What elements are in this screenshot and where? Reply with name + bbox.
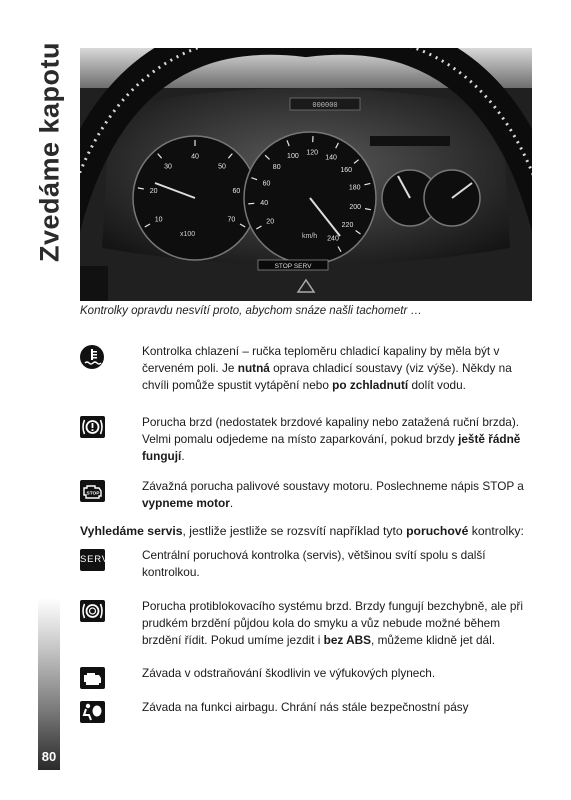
gauge-tick-label: 60 — [232, 188, 241, 196]
warning-text-emission: Závada v odstraňování škodlivin ve výfukových plynech. — [142, 666, 436, 680]
gauge-tick-label: 40 — [260, 199, 269, 207]
warning-text-brake: Porucha brzd (nedostatek brzdové kapaliny nebo zatažená ruční brzda). Velmi pomalu odjedeme na místo zaparkování, pokud brzdy ještě řádně fungují. — [142, 415, 521, 463]
dashboard-illustration — [80, 48, 532, 301]
gauge-tick-label: 40 — [191, 153, 199, 161]
gauge-tick-label: 20 — [149, 188, 158, 196]
gauge-tick-label: 20 — [266, 218, 275, 226]
emphasis-text: poruchové — [406, 524, 469, 538]
gauge-tick-label: 30 — [164, 163, 172, 171]
gauge-tick-label: 120 — [306, 149, 319, 157]
page-number: 80 — [41, 749, 57, 764]
odometer-readout: 000000 — [312, 102, 338, 110]
emphasis-text: vypneme motor — [142, 496, 230, 510]
abs-warning-icon — [80, 600, 105, 622]
warning-text-abs: Porucha protiblokovacího systému brzd. Brzdy fungují bezchybně, ale při prudkém brzdění půjdou kola do smyku a vůz nebude možné během brzdění řídit. Pokud umíme jezdit i bez ABS, můžeme klidně jet dál. — [142, 599, 523, 647]
warning-strip: STOP SERV — [274, 263, 312, 270]
emphasis-text: Vyhledáme servis — [80, 524, 183, 538]
gauge-tick-label: 100 — [287, 152, 299, 160]
section-title: Zvedáme kapotu — [34, 41, 65, 263]
emphasis-text: nutná — [237, 361, 270, 375]
gauge-tick-label: 140 — [325, 154, 337, 162]
emphasis-text: bez ABS — [323, 633, 372, 647]
airbag-warning-icon — [80, 701, 105, 723]
gauge-tick-mark — [248, 203, 254, 204]
gauge-tick-label: 200 — [349, 204, 362, 212]
servis-intro: Vyhledáme servis, jestliže jestliže se rozsvítí například tyto poruchové kontrolky: — [80, 524, 524, 538]
engine-stop-icon — [80, 480, 105, 502]
warning-text-airbag: Závada na funkci airbagu. Chrání nás stále bezpečnostní pásy — [142, 700, 469, 714]
brake-warning-icon — [80, 416, 105, 438]
engine-emission-icon — [80, 667, 105, 689]
warning-text-engine-stop: Závažná porucha palivové soustavy motoru. Poslechneme nápis STOP a vypneme motor. — [142, 479, 524, 510]
svg-text:STOP: STOP — [86, 491, 100, 497]
serv-icon: SERV — [80, 549, 105, 571]
gauge-tick-label: 80 — [272, 163, 281, 171]
gauge-tick-label: 60 — [262, 180, 271, 188]
gauge-tick-label: 160 — [340, 167, 353, 175]
warning-text-serv: Centrální poruchová kontrolka (servis), většinou svítí spolu s další kontrolkou. — [142, 548, 486, 579]
gauge-tick-label: 10 — [154, 216, 163, 224]
speed-unit: km/h — [302, 233, 318, 240]
dashboard-photo — [80, 48, 532, 301]
coolant-temperature-icon — [80, 345, 104, 369]
gauge-tick-label: 240 — [327, 235, 339, 243]
section-title-container — [30, 40, 70, 265]
emphasis-text: ještě řádně fungují — [142, 432, 521, 463]
gauge-tick-label: 180 — [348, 184, 361, 192]
warning-text-coolant: Kontrolka chlazení – ručka teploměru chladicí kapaliny by měla být v červeném poli. Je nutná oprava chladicí soustavy (viz výše). Někdy na chvíli pomůže spustit vytápění nebo po zchladnutí dolít vodu. — [142, 344, 512, 392]
gauge-tick-label: 70 — [227, 216, 236, 224]
emphasis-text: po zchladnutí — [332, 378, 409, 392]
photo-caption: Kontrolky opravdu nesvítí proto, abychom snáze našli tachometr … — [80, 305, 422, 317]
tacho-unit: x100 — [180, 231, 196, 238]
gauge-tick-label: 220 — [341, 222, 354, 230]
gauge-tick-label: 50 — [218, 163, 226, 171]
